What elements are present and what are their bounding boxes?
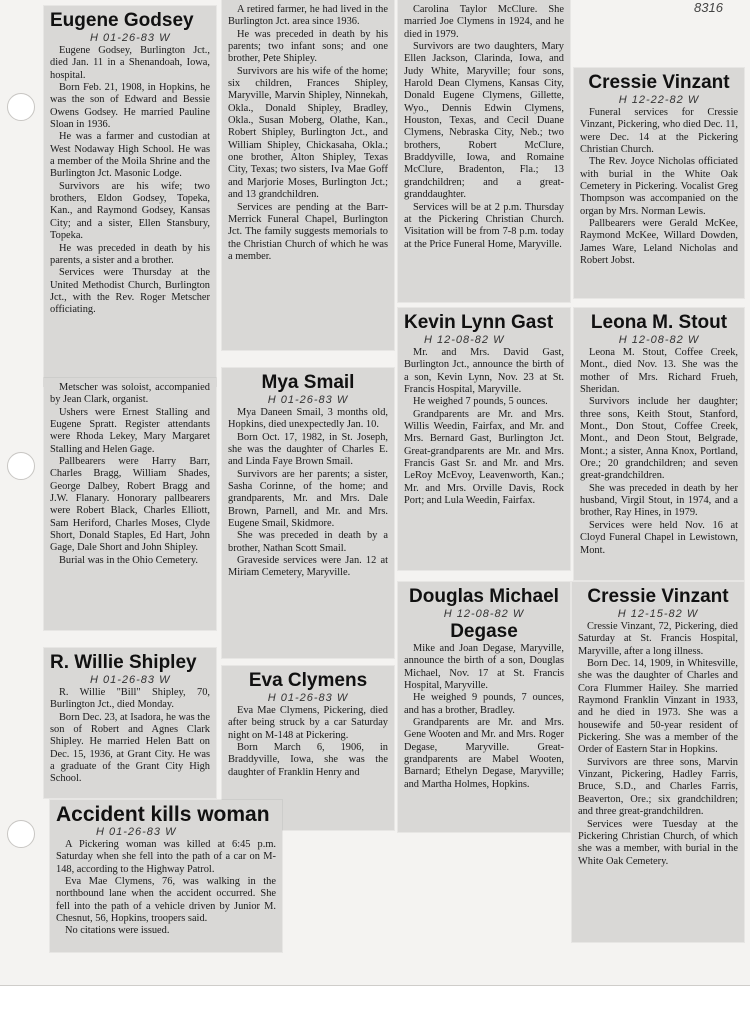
paragraph: Survivors are his wife of the home; six children, Frances Shipley, Maryville, Marvin Shipley, Ninnekah, Okla., Donald Shipley, Bradley, Okla., Susan Moberg, Olathe, Kan., Robert Shipley, Burlington Jct., and William Shipley, Chickasaha, Okla.; one brother, Alton Shipley, Texas City, Texas; two sisters, Iva Mae Goff and Marjorie Moses, Burlington Jct.; and 13 grandchildren. [228,65,388,201]
obituary-eugene-godsey [44,6,216,386]
birth-kevin-lynn-gast [398,308,570,570]
handwritten-date: H 12-08-82 W [618,334,700,346]
paragraph: Cressie Vinzant, 72, Pickering, died Saturday at St. Francis Hospital, Maryville, after a long illness. [578,621,738,657]
clipping-title: Cressie Vinzant [587,586,729,607]
clipping-title: Eugene Godsey [50,10,194,31]
clipping-title-line1: Douglas Michael [409,586,559,607]
handwritten-date: H 12-08-82 W [424,334,505,346]
paragraph: He weighed 9 pounds, 7 ounces, and has a brother, Bradley. [404,692,564,716]
paragraph: A retired farmer, he had lived in the Burlington Jct. area since 1936. [228,4,388,28]
paragraph: He was preceded in death by his parents, a sister and a brother. [50,242,210,266]
paragraph: Metscher was soloist, accompanied by Jean Clark, organist. [50,382,210,406]
clipping-title: Accident kills woman [56,803,270,826]
paragraph: Born Oct. 17, 1982, in St. Joseph, she was the daughter of Charles E. and Linda Faye Brown Smail. [228,431,388,468]
paragraph: Grandparents are Mr. and Mrs. Gene Wooten and Mr. and Mrs. Roger Degase, Maryville. Great-grandparents are Mabel Wooten, Barnard; Ethelyn Degase, Maryville; and Martha Holmes, Hopkins. [404,717,564,790]
obituary-r-willie-shipley [44,648,216,798]
paragraph: Born March 6, 1906, in Braddyville, Iowa, she was the daughter of Franklin Henry and [228,742,388,778]
paragraph: Leona M. Stout, Coffee Creek, Mont., died Nov. 13. She was the mother of Mrs. Richard Frueh, Sheridan. [580,347,738,396]
obituary-eva-clymens-continued [398,0,570,302]
paragraph: Survivors include her daughter; three sons, Keith Stout, Stanford, Mont., Don Stout, Coffee Creek, Mont., and Deon Stout, Belgrade, Mont.; a sister, Anna Knox, Portland, Ore.; 20 grandchildren; and seven great-grandchildren. [580,396,738,482]
paragraph: Survivors are his wife; two brothers, Eldon Godsey, Topeka, Kan., and Raymond Godsey, Kansas City; and a sister, Ellen Stansbury, Topeka. [50,180,210,242]
paragraph: She was preceded in death by a brother, Nathan Scott Smail. [228,530,388,554]
paragraph: Born Dec. 23, at Isadora, he was the son of Robert and Agnes Clark Shipley. He married Helen Batt on Dec. 15, 1936, at Grant City. He was a graduate of the Grant City High School. [50,711,210,785]
paragraph: He weighed 7 pounds, 5 ounces. [413,396,548,408]
paragraph: He was preceded in death by his parents; two infant sons; and one brother, Pete Shipley. [228,28,388,65]
page-number: 8316 [694,0,723,15]
clipping-title: Cressie Vinzant [588,72,730,93]
paragraph: Pallbearers were Harry Barr, Charles Bragg, William Shades, George Dalbey, Robert Bragg and J.W. Flanary. Honorary pallbearers were Robert Black, Charles Elliott, Sam Heriford, Charles Moses, Clyde Short, Donald Staples, Ed Hart, John Gage, Dale Short and John Shipley. [50,456,210,554]
punch-hole [7,820,35,848]
paragraph: Survivors are two daughters, Mary Ellen Jackson, Clarinda, Iowa, and Judy White, Maryville; four sons, Harold Dean Clymens, Kansas City, Donald Eugene Clymens, Gillette, Wyo., Dennis Edwin Clymens, Houston, Texas, and Cecil Duane Clymens, Nebraska City, Neb.; two brothers, Robert McClure, Braddyville, Iowa, and Romaine McClure, Bradenton, Fla.; 13 grandchildren; and a great-granddaughter. [404,41,564,201]
paragraph: A Pickering woman was killed at 6:45 p.m. Saturday when she fell into the path of a car on M-148, according to the Highway Patrol. [56,839,276,875]
handwritten-date: H 12-15-82 W [617,608,699,620]
obituary-r-willie-shipley-continued [222,0,394,350]
clipping-title: Eva Clymens [248,670,368,691]
paragraph: She was preceded in death by her husband, Virgil Stout, in 1974, and a brother, Ray Hines, in 1979. [580,482,738,519]
obituary-leona-m-stout [574,308,744,580]
funeral-cressie-vinzant [574,68,744,298]
clipping-title: R. Willie Shipley [50,652,197,673]
paragraph: Survivors are three sons, Marvin Vinzant, Pickering, Hadley Farris, Bruce, S.D., and Charles Farris, Beaverton, Ore.; six grandchildren; and three great-grandchildren. [578,756,738,818]
handwritten-date: H 01-26-83 W [96,826,177,838]
clipping-title: Leona M. Stout [590,312,728,333]
punch-hole [7,93,35,121]
handwritten-date: H 01-26-83 W [90,674,171,686]
paragraph: Carolina Taylor McClure. She married Joe Clymens in 1924, and he died in 1979. [404,4,564,40]
obituary-cressie-vinzant [572,582,744,942]
paragraph: Mya Daneen Smail, 3 months old, Hopkins, died unexpectedly Jan. 10. [228,407,388,431]
paragraph: Pallbearers were Gerald McKee, Raymond McKee, Willard Dowden, James Ware, Leland Nicholas and Robert Jobst. [580,218,738,267]
paragraph: Born Feb. 21, 1908, in Hopkins, he was the son of Edward and Bessie Owens Godsey. He married Pauline Sloan in 1936. [50,82,210,131]
handwritten-date: H 01-26-83 W [267,692,349,704]
paragraph: Services were Tuesday at the Pickering Christian Church, of which she was a member, with burial in the White Oak Cemetery. [578,818,738,867]
paragraph: Services were held Nov. 16 at Cloyd Funeral Chapel in Lewistown, Mont. [580,519,738,556]
paragraph: Mr. and Mrs. David Gast, Burlington Jct., announce the birth of a son, Kevin Lynn, Nov. 23 at St. Francis Hospital, Maryville. [404,347,564,396]
paragraph: Services are pending at the Barr-Merrick Funeral Chapel, Burlington Jct. The family suggests memorials to the Christian Church of which he was a member. [228,201,388,262]
clipping-title: Mya Smail [261,372,355,393]
handwritten-date: H 12-08-82 W [443,608,525,620]
clipping-title: Kevin Lynn Gast [404,312,554,333]
paragraph: Mike and Joan Degase, Maryville, announce the birth of a son, Douglas Michael, Nov. 17 at St. Francis Hospital, Maryville. [404,643,564,692]
clipping-title-line2: Degase [450,621,518,642]
paragraph: Eugene Godsey, Burlington Jct., died Jan. 11 in a Shenandoah, Iowa, hospital. [50,45,210,81]
paragraph: R. Willie "Bill" Shipley, 70, Burlington Jct., died Monday. [50,687,210,711]
handwritten-date: H 01-26-83 W [90,32,171,44]
handwritten-date: H 12-22-82 W [618,94,700,106]
birth-douglas-michael-degase [398,582,570,832]
paragraph: Eva Mae Clymens, Pickering, died after being struck by a car Saturday night on M-148 at Pickering. [228,705,388,741]
obituary-mya-smail [222,368,394,658]
paragraph: Services will be at 2 p.m. Thursday at the Pickering Christian Church. Visitation will be from 7-8 p.m. today at the Price Funeral Home, Maryville. [404,201,564,250]
punch-hole [7,452,35,480]
paragraph: Services were Thursday at the United Methodist Church, Burlington Jct., with the Rev. Roger Metscher officiating. [50,267,210,316]
obituary-eugene-godsey-continued [44,378,216,630]
paragraph: Graveside services were Jan. 12 at Miriam Cemetery, Maryville. [228,555,388,579]
paragraph: Funeral services for Cressie Vinzant, Pickering, who died Dec. 11, were Dec. 14 at the Pickering Christian Church. [580,107,738,156]
news-accident-kills-woman [50,800,282,952]
paragraph: Born Dec. 14, 1909, in Whitesville, she was the daughter of Charles and Cora Flummer Hailey. She married Raymond Franklin Vinzant in 1933, and he died in 1973. She was a housewife and 50-year resident of Pickering. She was a member of the Order of Eastern Star in Hopkins. [578,658,738,756]
paragraph: Burial was in the Ohio Cemetery. [59,554,198,566]
paragraph: Grandparents are Mr. and Mrs. Willis Weedin, Fairfax, and Mr. and Mrs. Bernard Gast, Burlington Jct. Great-grandparents are Mr. and Mrs. Francis Gast Sr. and Mr. and Mrs. LeRoy McEvoy, Leavenworth, Kan.; Mr. and Mrs. Orville Davis, Rock Port; and Lula Weedin, Fairfax. [404,408,564,507]
paragraph: He was a farmer and custodian at West Nodaway High School. He was a member of the Moila Shrine and the Burlington Jct. Masonic Lodge. [50,131,210,180]
paragraph: The Rev. Joyce Nicholas officiated with burial in the White Oak Cemetery in Pickering. Vocalist Greg Thompson was accompanied on the organ by Mrs. Norman Lewis. [580,156,738,217]
paragraph: Survivors are her parents; a sister, Sasha Corinne, of the home; and grandparents, Mr. and Mrs. Dale Brown, Parnell, and Mr. and Mrs. Eugene Smail, Skidmore. [228,468,388,530]
paragraph: No citations were issued. [65,925,170,937]
paragraph: Eva Mae Clymens, 76, was walking in the northbound lane when the accident occurred. She fell into the path of a vehicle driven by Junior M. Chesnut, 56, Hopkins, troopers said. [56,876,276,925]
handwritten-date: H 01-26-83 W [267,394,349,406]
paragraph: Ushers were Ernest Stalling and Eugene Spratt. Register attendants were Rhoda Lekey, Mary Margaret Stalling and Helen Gage. [50,406,210,455]
